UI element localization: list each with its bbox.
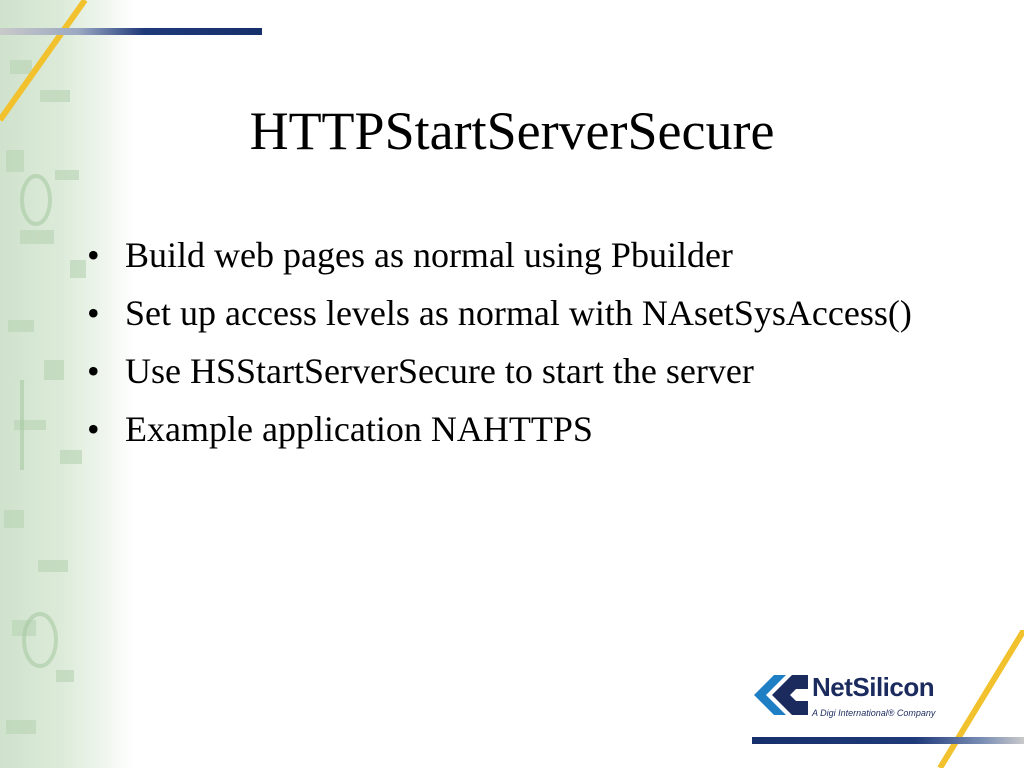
bullet-dot: • (87, 409, 100, 449)
bullet-dot: • (87, 293, 100, 333)
bullet-item (87, 232, 967, 278)
logo-mark-icon (752, 671, 810, 719)
bullet-text: Example application NAHTTPS (125, 409, 593, 449)
logo-tagline: A Digi International® Company (812, 708, 936, 718)
bullet-text: Use HSStartServerSecure to start the server (125, 351, 754, 391)
bullet-list (87, 232, 967, 464)
logo-name: NetSilicon (812, 672, 935, 702)
bullet-item (87, 290, 967, 336)
bullet-item (87, 348, 967, 394)
bullet-text: Set up access levels as normal with NAsetSysAccess() (125, 293, 912, 333)
netsilicon-logo (752, 668, 972, 728)
bullet-dot: • (87, 351, 100, 391)
bullet-text: Build web pages as normal using Pbuilder (125, 235, 733, 275)
decorative-navy-bar-top (0, 28, 262, 35)
bullet-item (87, 406, 967, 452)
slide-title: HTTPStartServerSecure (249, 101, 775, 161)
decorative-navy-bar-bottom (752, 737, 1024, 744)
bullet-dot: • (87, 235, 100, 275)
